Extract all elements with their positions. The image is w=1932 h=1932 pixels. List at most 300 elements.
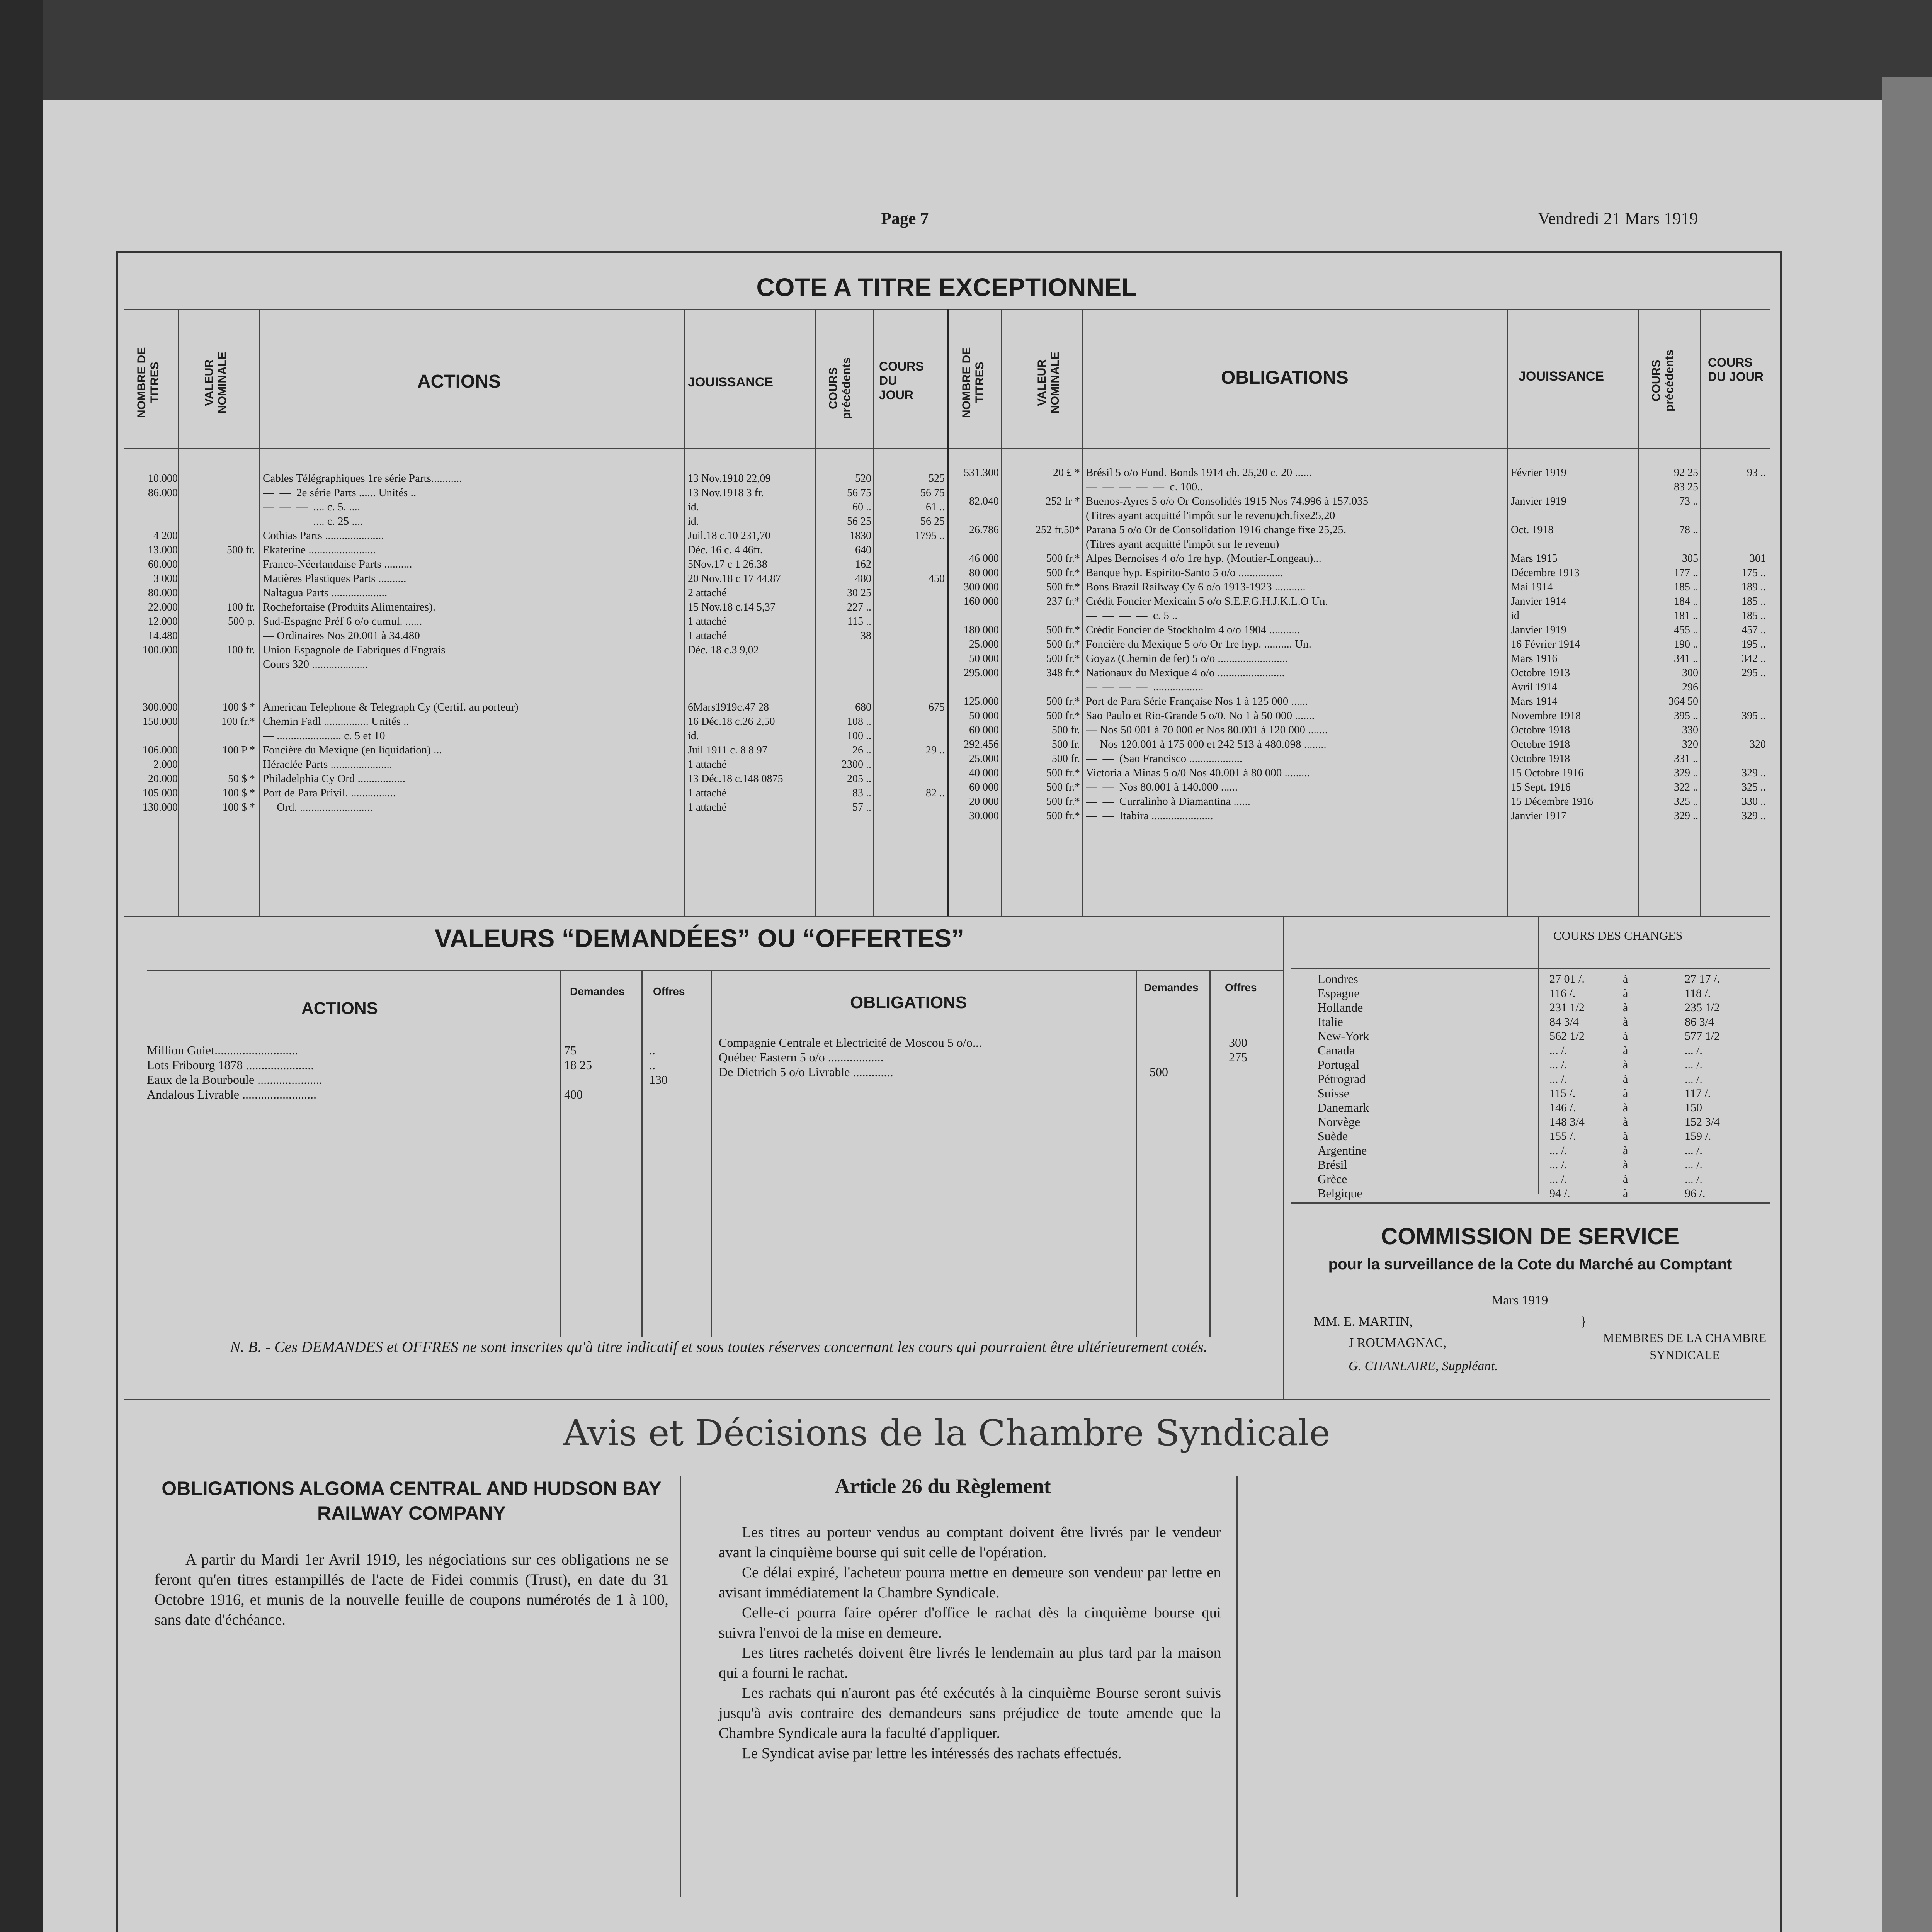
obligations-cell: — Nos 120.001 à 175 000 et 242 513 à 480.098 ........ xyxy=(1086,738,1327,750)
change-sep: à xyxy=(1623,1015,1628,1028)
obligations-cell: 325 .. xyxy=(1742,781,1766,793)
obligations-cell: 531.300 xyxy=(964,467,999,479)
obligations-cell: Nationaux du Mexique 4 o/o ........................ xyxy=(1086,667,1285,679)
col-cours-jour-header: COURS DU JOUR xyxy=(879,359,924,402)
obligations-cell: 296 xyxy=(1682,681,1698,693)
actions-cell: 520 xyxy=(855,473,871,485)
obligations-cell: 190 .. xyxy=(1674,638,1698,650)
obligations-cell: 15 Décembre 1916 xyxy=(1511,796,1594,808)
change-low: 231 1/2 xyxy=(1549,1001,1585,1014)
actions-cell: Union Espagnole de Fabriques d'Engrais xyxy=(263,644,446,656)
obligations-cell: 331 .. xyxy=(1674,753,1698,765)
col-divider xyxy=(1638,309,1639,916)
actions-cell: 100 $ * xyxy=(223,787,255,799)
obligations-cell: 500 fr.* xyxy=(1046,810,1080,822)
actions-cell: 1795 .. xyxy=(915,530,945,542)
obligations-cell: 15 Octobre 1916 xyxy=(1511,767,1584,779)
actions-cell: Philadelphia Cy Ord ................. xyxy=(263,772,405,785)
divider xyxy=(124,916,1770,917)
actions-cell: Chemin Fadl ................ Unités .. xyxy=(263,715,409,728)
obligations-cell: 195 .. xyxy=(1742,638,1766,650)
obligations-cell: 500 fr.* xyxy=(1046,710,1080,722)
change-sep: à xyxy=(1623,1144,1628,1157)
obligations-cell: Janvier 1914 xyxy=(1511,595,1566,607)
actions-cell: 15 Nov.18 c.14 5,37 xyxy=(688,601,776,613)
obligations-cell: 73 .. xyxy=(1679,495,1698,507)
article-paragraph: Ce délai expiré, l'acheteur pourra mettre en demeure son vendeur par lettre en avisant immédiatement la Chambre Syndicale. xyxy=(719,1564,1221,1601)
commission-subtitle: pour la surveillance de la Cote du Marché au Comptant xyxy=(1328,1256,1732,1273)
actions-cell: 16 Déc.18 c.26 2,50 xyxy=(688,716,775,728)
obligations-cell: 457 .. xyxy=(1742,624,1766,636)
change-high: ... /. xyxy=(1685,1044,1702,1057)
obligations-cell: 180 000 xyxy=(964,624,999,636)
actions-cell: 162 xyxy=(855,558,871,570)
change-high: 577 1/2 xyxy=(1685,1030,1720,1043)
actions-cell: 500 fr. xyxy=(226,544,255,556)
obligations-cell: 78 .. xyxy=(1679,524,1698,536)
obligations-cell: 295.000 xyxy=(964,667,999,679)
actions-cell: 150.000 xyxy=(143,716,178,728)
obligations-cell: Goyaz (Chemin de fer) 5 o/o ......................... xyxy=(1086,652,1288,665)
obligations-cell: 83 25 xyxy=(1674,481,1698,493)
actions-cell: id. xyxy=(688,515,699,527)
change-high: 27 17 /. xyxy=(1685,973,1720,985)
obligations-cell: 330 xyxy=(1682,724,1698,736)
valeurs-offre: 130 xyxy=(649,1073,668,1087)
col-valeur-header: VALEUR NOMINALE xyxy=(1036,352,1061,413)
actions-cell: 22.000 xyxy=(148,601,178,613)
col-cours-jour-header: COURS DU JOUR xyxy=(1708,355,1764,384)
change-sep: à xyxy=(1623,1158,1628,1171)
change-sep: à xyxy=(1623,1087,1628,1100)
valeurs-demande: 75 xyxy=(564,1043,577,1057)
change-sep: à xyxy=(1623,1130,1628,1143)
col-divider xyxy=(1236,1476,1238,1897)
obligations-cell: 25.000 xyxy=(969,638,999,650)
change-low: ... /. xyxy=(1549,1144,1567,1157)
actions-cell: 80.000 xyxy=(148,587,178,599)
actions-cell: Cothias Parts ..................... xyxy=(263,529,384,542)
actions-cell: id. xyxy=(688,501,699,513)
obligations-cell: 364 50 xyxy=(1668,696,1698,707)
change-sep: à xyxy=(1623,1044,1628,1057)
actions-cell: id. xyxy=(688,730,699,742)
actions-cell: 2300 .. xyxy=(842,759,871,770)
page-edge xyxy=(1882,77,1932,1932)
actions-cell: Cours 320 .................... xyxy=(263,658,368,670)
col-jouissance-header: JOUISSANCE xyxy=(1519,369,1604,384)
obligations-cell: 30.000 xyxy=(969,810,999,822)
change-low: ... /. xyxy=(1549,1044,1567,1057)
obligations-cell: 329 .. xyxy=(1674,810,1698,822)
obligations-cell: — — — — c. 5 .. xyxy=(1086,609,1178,622)
change-sep: à xyxy=(1623,1058,1628,1071)
actions-cell: Héraclée Parts ...................... xyxy=(263,758,393,770)
obligations-cell: 60 000 xyxy=(969,781,999,793)
obligations-cell: 500 fr.* xyxy=(1046,581,1080,593)
actions-cell: American Telephone & Telegraph Cy (Certif. au porteur) xyxy=(263,701,519,713)
commission-title: COMMISSION DE SERVICE xyxy=(1381,1223,1680,1249)
obligations-cell: Buenos-Ayres 5 o/o Or Consolidés 1915 Nos 74.996 à 157.035 xyxy=(1086,495,1369,507)
demandes-header: Demandes xyxy=(1144,981,1199,993)
obligations-cell: 20 £ * xyxy=(1053,467,1080,479)
divider xyxy=(1291,968,1770,969)
actions-cell: Foncière du Mexique (en liquidation) ... xyxy=(263,744,442,756)
obligations-cell: 330 .. xyxy=(1742,796,1766,808)
col-divider xyxy=(641,970,643,1337)
actions-cell: Ekaterine ........................ xyxy=(263,544,376,556)
obligations-cell: 500 fr. xyxy=(1051,724,1080,736)
obligations-cell: 237 fr.* xyxy=(1046,595,1080,607)
obligations-cell: Octobre 1913 xyxy=(1511,667,1570,679)
change-low: ... /. xyxy=(1549,1173,1567,1185)
demandes-header: Demandes xyxy=(570,985,625,997)
obligations-cell: Brésil 5 o/o Fund. Bonds 1914 ch. 25,20 c. 20 ...... xyxy=(1086,466,1312,479)
change-low: 148 3/4 xyxy=(1549,1116,1585,1128)
actions-cell: 6Mars1919c.47 28 xyxy=(688,701,769,713)
obligations-cell: 500 fr. xyxy=(1051,738,1080,750)
obligations-cell: Victoria a Minas 5 o/0 Nos 40.001 à 80 000 ......... xyxy=(1086,767,1310,779)
obligations-cell: 80 000 xyxy=(969,567,999,579)
obligations-cell: 395 .. xyxy=(1674,710,1698,722)
change-sep: à xyxy=(1623,1073,1628,1085)
actions-cell: 56 75 xyxy=(847,487,871,499)
change-low: ... /. xyxy=(1549,1058,1567,1071)
change-high: ... /. xyxy=(1685,1158,1702,1171)
actions-cell: 14.480 xyxy=(148,630,178,642)
algoma-title: OBLIGATIONS ALGOMA CENTRAL AND HUDSON BAY RAILWAY COMPANY xyxy=(162,1478,662,1524)
change-country: Argentine xyxy=(1318,1143,1367,1157)
col-divider xyxy=(680,1476,681,1897)
actions-cell: 300.000 xyxy=(143,701,178,713)
actions-cell: 38 xyxy=(861,630,871,642)
obligations-cell: 320 xyxy=(1682,738,1698,750)
change-high: 150 xyxy=(1685,1101,1702,1114)
page-date: Vendredi 21 Mars 1919 xyxy=(1538,209,1698,228)
obligations-cell: Sao Paulo et Rio-Grande 5 o/0. No 1 à 50 000 ....... xyxy=(1086,709,1315,722)
actions-cell: 26 .. xyxy=(852,744,871,756)
actions-cell: 450 xyxy=(929,573,945,585)
actions-cell: 108 .. xyxy=(847,716,871,728)
col-divider xyxy=(815,309,816,916)
change-country: Espagne xyxy=(1318,986,1360,1000)
obligations-cell: Octobre 1918 xyxy=(1511,753,1570,765)
col-divider xyxy=(684,309,685,916)
change-low: 115 /. xyxy=(1549,1087,1576,1100)
obligations-cell: Janvier 1919 xyxy=(1511,495,1566,507)
actions-cell: Cables Télégraphiques 1re série Parts........... xyxy=(263,472,462,485)
obligations-cell: 20 000 xyxy=(969,796,999,808)
col-actions-header: ACTIONS xyxy=(417,371,501,392)
obligations-cell: — — — — .................. xyxy=(1086,681,1204,693)
actions-cell: 4 200 xyxy=(153,530,178,542)
divider xyxy=(1291,1202,1770,1204)
change-low: 155 /. xyxy=(1549,1130,1576,1143)
change-low: 27 01 /. xyxy=(1549,973,1585,985)
col-obligations-header: OBLIGATIONS xyxy=(1221,367,1349,388)
actions-cell: Juil 1911 c. 8 8 97 xyxy=(688,744,767,756)
change-country: Grèce xyxy=(1318,1172,1347,1186)
obligations-cell: 395 .. xyxy=(1742,710,1766,722)
actions-cell: 56 25 xyxy=(920,515,945,527)
obligations-cell: 295 .. xyxy=(1742,667,1766,679)
obligations-cell: Bons Brazil Railway Cy 6 o/o 1913-1923 ........... xyxy=(1086,581,1306,593)
changes-title: COURS DES CHANGES xyxy=(1553,929,1683,942)
obligations-cell: 300 000 xyxy=(964,581,999,593)
brace-icon: } xyxy=(1580,1315,1587,1329)
obligations-cell: Crédit Foncier Mexicain 5 o/o S.E.F.G.H.J.K.L.O Un. xyxy=(1086,595,1328,607)
change-high: 118 /. xyxy=(1685,987,1711,1000)
col-divider xyxy=(1283,916,1284,1399)
obligations-cell: 50 000 xyxy=(969,653,999,665)
actions-cell: 61 .. xyxy=(926,501,945,513)
valeurs-actions-label: ACTIONS xyxy=(301,999,378,1018)
cote-title: COTE A TITRE EXCEPTIONNEL xyxy=(756,273,1137,301)
change-sep: à xyxy=(1623,987,1628,1000)
valeurs-obligation-name: De Dietrich 5 o/o Livrable ............. xyxy=(719,1065,893,1079)
change-low: 116 /. xyxy=(1549,987,1576,1000)
col-divider xyxy=(1700,309,1701,916)
obligations-cell: Novembre 1918 xyxy=(1511,710,1581,722)
valeurs-offre: 275 xyxy=(1229,1050,1247,1064)
change-low: ... /. xyxy=(1549,1158,1567,1171)
change-sep: à xyxy=(1623,1030,1628,1043)
col-divider xyxy=(873,309,874,916)
change-high: ... /. xyxy=(1685,1058,1702,1071)
obligations-cell: 252 fr * xyxy=(1046,495,1080,507)
actions-cell: Juil.18 c.10 231,70 xyxy=(688,530,770,542)
actions-cell: 100.000 xyxy=(143,644,178,656)
obligations-cell: 40 000 xyxy=(969,767,999,779)
obligations-cell: 177 .. xyxy=(1674,567,1698,579)
actions-cell: 50 $ * xyxy=(228,773,255,785)
actions-cell: — — — .... c. 25 .... xyxy=(263,515,363,527)
obligations-cell: 329 .. xyxy=(1742,767,1766,779)
actions-cell: 13 Nov.1918 22,09 xyxy=(688,473,771,485)
actions-cell: Naltagua Parts .................... xyxy=(263,587,388,599)
algoma-text: A partir du Mardi 1er Avril 1919, les négociations sur ces obligations ne se feront qu'en titres estampillés de l'acte de Fidei commis (Trust), en date du 31 Octobre 1916, et munis de la nouvelle feuille de coupons numérotés de 1 à 100, sans date d'échéance. xyxy=(155,1551,668,1628)
change-sep: à xyxy=(1623,1187,1628,1200)
actions-cell: Matières Plastiques Parts .......... xyxy=(263,572,406,585)
col-divider xyxy=(1507,309,1508,916)
obligations-cell: — — — — — c. 100.. xyxy=(1086,481,1203,493)
actions-cell: 60.000 xyxy=(148,558,178,570)
actions-cell: 205 .. xyxy=(847,773,871,785)
change-high: 96 /. xyxy=(1685,1187,1706,1200)
actions-cell: 56 75 xyxy=(920,487,945,499)
col-nombre-header: NOMBRE DE TITRES xyxy=(960,347,986,418)
actions-cell: 1 attaché xyxy=(688,787,727,799)
obligations-cell: 329 .. xyxy=(1674,767,1698,779)
valeurs-action-name: Eaux de la Bourboule ..................... xyxy=(147,1073,323,1087)
actions-cell: 525 xyxy=(929,473,945,485)
valeurs-offre: .. xyxy=(649,1043,655,1057)
article-paragraph: Celle-ci pourra faire opérer d'office le rachat dès la cinquième bourse qui suivra l'envoi de la mise en demeure. xyxy=(719,1604,1221,1641)
col-nombre-header: NOMBRE DE TITRES xyxy=(135,347,161,418)
avis-title: Avis et Décisions de la Chambre Syndicale xyxy=(563,1412,1330,1454)
col-divider xyxy=(711,970,712,1337)
obligations-cell: 16 Février 1914 xyxy=(1511,638,1580,650)
divider xyxy=(124,1399,1770,1400)
obligations-cell: 125.000 xyxy=(964,696,999,707)
valeurs-demande: 400 xyxy=(564,1087,583,1101)
change-high: ... /. xyxy=(1685,1073,1702,1085)
actions-cell: 2 attaché xyxy=(688,587,727,599)
actions-cell: 5Nov.17 c 1 26.38 xyxy=(688,558,767,570)
col-divider xyxy=(947,309,949,916)
change-country: New-York xyxy=(1318,1029,1369,1043)
actions-cell: 1 attaché xyxy=(688,801,727,813)
change-high: ... /. xyxy=(1685,1144,1702,1157)
change-country: Norvège xyxy=(1318,1115,1361,1129)
obligations-cell: 60 000 xyxy=(969,724,999,736)
article-title: Article 26 du Règlement xyxy=(835,1475,1051,1498)
obligations-cell: Janvier 1917 xyxy=(1511,810,1566,822)
obligations-cell: Port de Para Série Française Nos 1 à 125 000 ...... xyxy=(1086,695,1308,707)
col-divider xyxy=(560,970,561,1337)
obligations-cell: 92 25 xyxy=(1674,467,1698,479)
obligations-cell: 46 000 xyxy=(969,553,999,565)
obligations-cell: 329 .. xyxy=(1742,810,1766,822)
col-divider xyxy=(1136,970,1137,1337)
obligations-cell: Foncière du Mexique 5 o/o Or 1re hyp. .......... Un. xyxy=(1086,638,1311,650)
obligations-cell: 342 .. xyxy=(1742,653,1766,665)
actions-cell: 675 xyxy=(929,701,945,713)
obligations-cell: 500 fr.* xyxy=(1046,653,1080,665)
actions-cell: 1 attaché xyxy=(688,616,727,628)
actions-cell: 83 .. xyxy=(852,787,871,799)
actions-cell: 100 $ * xyxy=(223,701,255,713)
article-paragraph: Les rachats qui n'auront pas été exécutés à la cinquième Bourse seront suivis jusqu'à avis contraire des demandeurs sans préjudice de toute amende que la Chambre Syndicale aura la faculté d'appliquer. xyxy=(719,1685,1221,1742)
obligations-cell: 160 000 xyxy=(964,595,999,607)
actions-cell: — — — .... c. 5. .... xyxy=(263,501,361,513)
change-sep: à xyxy=(1623,1101,1628,1114)
actions-cell: 12.000 xyxy=(148,616,178,628)
change-high: 152 3/4 xyxy=(1685,1116,1720,1128)
obligations-cell: 320 xyxy=(1750,738,1766,750)
actions-cell: 100 $ * xyxy=(223,801,255,813)
offres-header: Offres xyxy=(653,985,685,997)
change-country: Portugal xyxy=(1318,1058,1360,1071)
actions-cell: 13 Déc.18 c.148 0875 xyxy=(688,773,783,785)
change-country: Danemark xyxy=(1318,1100,1369,1114)
obligations-cell: Parana 5 o/o Or de Consolidation 1916 change fixe 25,25. xyxy=(1086,524,1347,536)
actions-cell: 1 attaché xyxy=(688,630,727,642)
change-high: 159 /. xyxy=(1685,1130,1711,1143)
article-paragraph: Le Syndicat avise par lettre les intéressés des rachats effectués. xyxy=(742,1745,1122,1762)
obligations-cell: 292.456 xyxy=(964,738,999,750)
obligations-cell: 301 xyxy=(1750,553,1766,565)
valeurs-demande: 18 25 xyxy=(564,1058,592,1072)
change-country: Italie xyxy=(1318,1015,1343,1029)
col-divider xyxy=(1082,309,1083,916)
actions-cell: 100 P * xyxy=(222,744,255,756)
change-country: Pétrograd xyxy=(1318,1072,1366,1086)
valeurs-obligation-name: Québec Eastern 5 o/o .................. xyxy=(719,1050,884,1064)
col-divider xyxy=(1209,970,1211,1337)
obligations-cell: id xyxy=(1511,610,1519,622)
valeurs-offre: .. xyxy=(649,1058,655,1072)
actions-cell: Port de Para Privil. ................ xyxy=(263,787,396,799)
actions-cell: 1 attaché xyxy=(688,759,727,770)
actions-cell: — — 2e série Parts ...... Unités .. xyxy=(263,486,417,499)
obligations-cell: 26.786 xyxy=(969,524,999,536)
article-paragraph: Les titres au porteur vendus au comptant doivent être livrés par le vendeur avant la cinquième bourse qui suit celle de l'opération. xyxy=(719,1524,1221,1561)
actions-cell: 680 xyxy=(855,701,871,713)
obligations-cell: — Nos 50 001 à 70 000 et Nos 80.001 à 120 000 ....... xyxy=(1086,724,1328,736)
commission-role: MEMBRES DE LA CHAMBRE SYNDICALE xyxy=(1603,1331,1767,1362)
commission-member: MM. E. MARTIN, xyxy=(1314,1315,1413,1329)
change-high: ... /. xyxy=(1685,1173,1702,1185)
actions-cell: 500 p. xyxy=(228,616,255,628)
obligations-cell: Décembre 1913 xyxy=(1511,567,1580,579)
obligations-cell: 500 fr.* xyxy=(1046,567,1080,579)
change-low: 562 1/2 xyxy=(1549,1030,1585,1043)
actions-cell: 82 .. xyxy=(926,787,945,799)
actions-cell: 130.000 xyxy=(143,801,178,813)
actions-cell: Déc. 16 c. 4 46fr. xyxy=(688,544,763,556)
change-country: Hollande xyxy=(1318,1000,1363,1014)
actions-cell: 60 .. xyxy=(852,501,871,513)
obligations-cell: 325 .. xyxy=(1674,796,1698,808)
actions-cell: 1830 xyxy=(850,530,871,542)
actions-cell: 115 .. xyxy=(847,616,871,628)
obligations-cell: 500 fr.* xyxy=(1046,624,1080,636)
valeurs-offre: 300 xyxy=(1229,1036,1247,1049)
obligations-cell: 305 xyxy=(1682,553,1698,565)
actions-cell: 100 fr. xyxy=(226,601,255,613)
col-divider xyxy=(1538,916,1539,1194)
obligations-cell: Mars 1916 xyxy=(1511,653,1558,665)
change-country: Belgique xyxy=(1318,1186,1362,1200)
change-low: 146 /. xyxy=(1549,1101,1576,1114)
obligations-cell: 348 fr.* xyxy=(1046,667,1080,679)
col-valeur-header: VALEUR NOMINALE xyxy=(203,352,229,413)
obligations-cell: 500 fr.* xyxy=(1046,767,1080,779)
actions-cell: 30 25 xyxy=(847,587,871,599)
actions-cell: 100 .. xyxy=(847,730,871,742)
obligations-cell: 500 fr.* xyxy=(1046,796,1080,808)
actions-cell: 105 000 xyxy=(143,787,178,799)
change-high: 86 3/4 xyxy=(1685,1015,1714,1028)
valeurs-note: N. B. - Ces DEMANDES et OFFRES ne sont inscrites qu'à titre indicatif et sous toutes réserves concernant les cours qui pourraient être ultérieurement cotés. xyxy=(230,1338,1208,1355)
actions-cell: Rochefortaise (Produits Alimentaires). xyxy=(263,601,435,613)
obligations-cell: Octobre 1918 xyxy=(1511,724,1570,736)
change-country: Canada xyxy=(1318,1043,1355,1057)
change-sep: à xyxy=(1623,1173,1628,1185)
actions-cell: 20.000 xyxy=(148,773,178,785)
obligations-cell: 252 fr.50* xyxy=(1035,524,1080,536)
valeurs-title: VALEURS “DEMANDÉES” OU “OFFERTES” xyxy=(434,924,964,952)
actions-cell: 2.000 xyxy=(153,759,178,770)
obligations-cell: — — Nos 80.001 à 140.000 ...... xyxy=(1086,781,1238,793)
actions-cell: 20 Nov.18 c 17 44,87 xyxy=(688,573,781,585)
valeurs-action-name: Andalous Livrable ........................ xyxy=(147,1087,317,1101)
page-number: Page 7 xyxy=(881,209,929,228)
article-body xyxy=(719,1522,1221,1764)
actions-cell: 227 .. xyxy=(847,601,871,613)
actions-cell: — Ordinaires Nos 20.001 à 34.480 xyxy=(263,629,420,642)
obligations-cell: 185 .. xyxy=(1742,610,1766,622)
obligations-cell: Banque hyp. Espirito-Santo 5 o/o ................ xyxy=(1086,566,1283,579)
change-low: ... /. xyxy=(1549,1073,1567,1085)
col-divider xyxy=(1001,309,1002,916)
obligations-cell: 185 .. xyxy=(1742,595,1766,607)
change-low: 94 /. xyxy=(1549,1187,1570,1200)
obligations-cell: Mars 1915 xyxy=(1511,553,1558,565)
offres-header: Offres xyxy=(1225,981,1257,993)
col-cours-prec-header: COURS précédents xyxy=(827,357,853,420)
